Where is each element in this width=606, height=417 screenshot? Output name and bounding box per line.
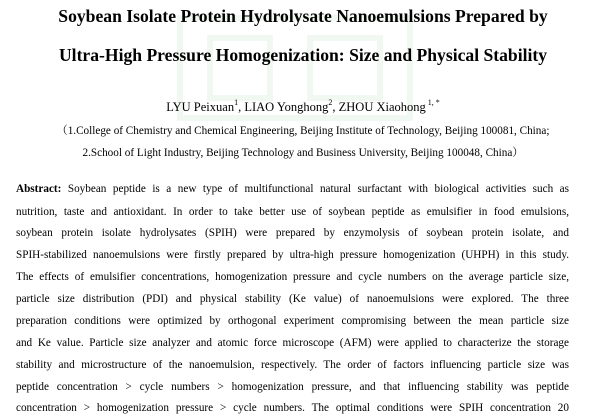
abstract-line: SPIH-stabilized nanoemulsions were firstly prepared by ultra-high pressure homogenization (UHPH) in this study. xyxy=(16,249,569,261)
abstract-line: soybean protein isolate hydrolysates (SPIH) were prepared by enzymolysis of soybean protein isolate, and xyxy=(16,227,569,239)
paper-title-line-1: Soybean Isolate Protein Hydrolysate Nanoemulsions Prepared by xyxy=(58,6,548,26)
author-name: LYU Peixuan xyxy=(166,100,235,114)
affiliation-line-2: 2.School of Light Industry, Beijing Technology and Business University, Beijing 100048, China） xyxy=(82,147,524,159)
abstract-line: nutrition, taste and antioxidant. In order to take better use of soybean peptide as emulsifier in food emulsions, xyxy=(16,206,569,218)
abstract-line: preparation conditions were optimized by orthogonal experiment compromising between the mean particle size xyxy=(16,315,569,327)
author-separator: , xyxy=(332,100,339,114)
author-affiliation-mark: 1, * xyxy=(425,98,440,107)
abstract-text: Soybean peptide is a new type of multifunctional natural surfactant with biological activities such as xyxy=(61,183,569,195)
author-name: ZHOU Xiaohong xyxy=(338,100,426,114)
author-affiliation-mark: 1 xyxy=(234,98,239,107)
abstract-line: particle size distribution (PDI) and physical stability (Ke value) of nanoemulsions were explored. The three xyxy=(16,293,569,305)
abstract-line: peptide concentration > cycle numbers > homogenization pressure, and that influencing stability was peptide xyxy=(16,381,569,393)
author-separator: , xyxy=(238,100,245,114)
abstract-line: concentration > homogenization pressure > cycle numbers. The optimal conditions were SPIH concentration 20 xyxy=(16,402,569,414)
abstract-line: The effects of emulsifier concentrations, homogenization pressure and cycle numbers on the average particle size, xyxy=(16,271,569,283)
abstract-line: stability and microstructure of the nanoemulsion, respectively. The order of factors influencing particle size was xyxy=(16,359,569,371)
paper-title-line-2: Ultra-High Pressure Homogenization: Size and Physical Stability xyxy=(58,45,548,65)
abstract-line xyxy=(16,184,569,195)
abstract-line: and Ke value. Particle size analyzer and atomic force microscope (AFM) were applied to characterize the storage xyxy=(16,337,569,349)
author-name: LIAO Yonghong xyxy=(244,100,329,114)
abstract-label: Abstract: xyxy=(16,183,62,195)
affiliation-line-1: （1.College of Chemistry and Chemical Engineering, Beijing Institute of Technology, Beijing 100081, China; xyxy=(56,125,550,137)
author-list xyxy=(0,100,606,115)
author-affiliation-mark: 2 xyxy=(328,98,333,107)
